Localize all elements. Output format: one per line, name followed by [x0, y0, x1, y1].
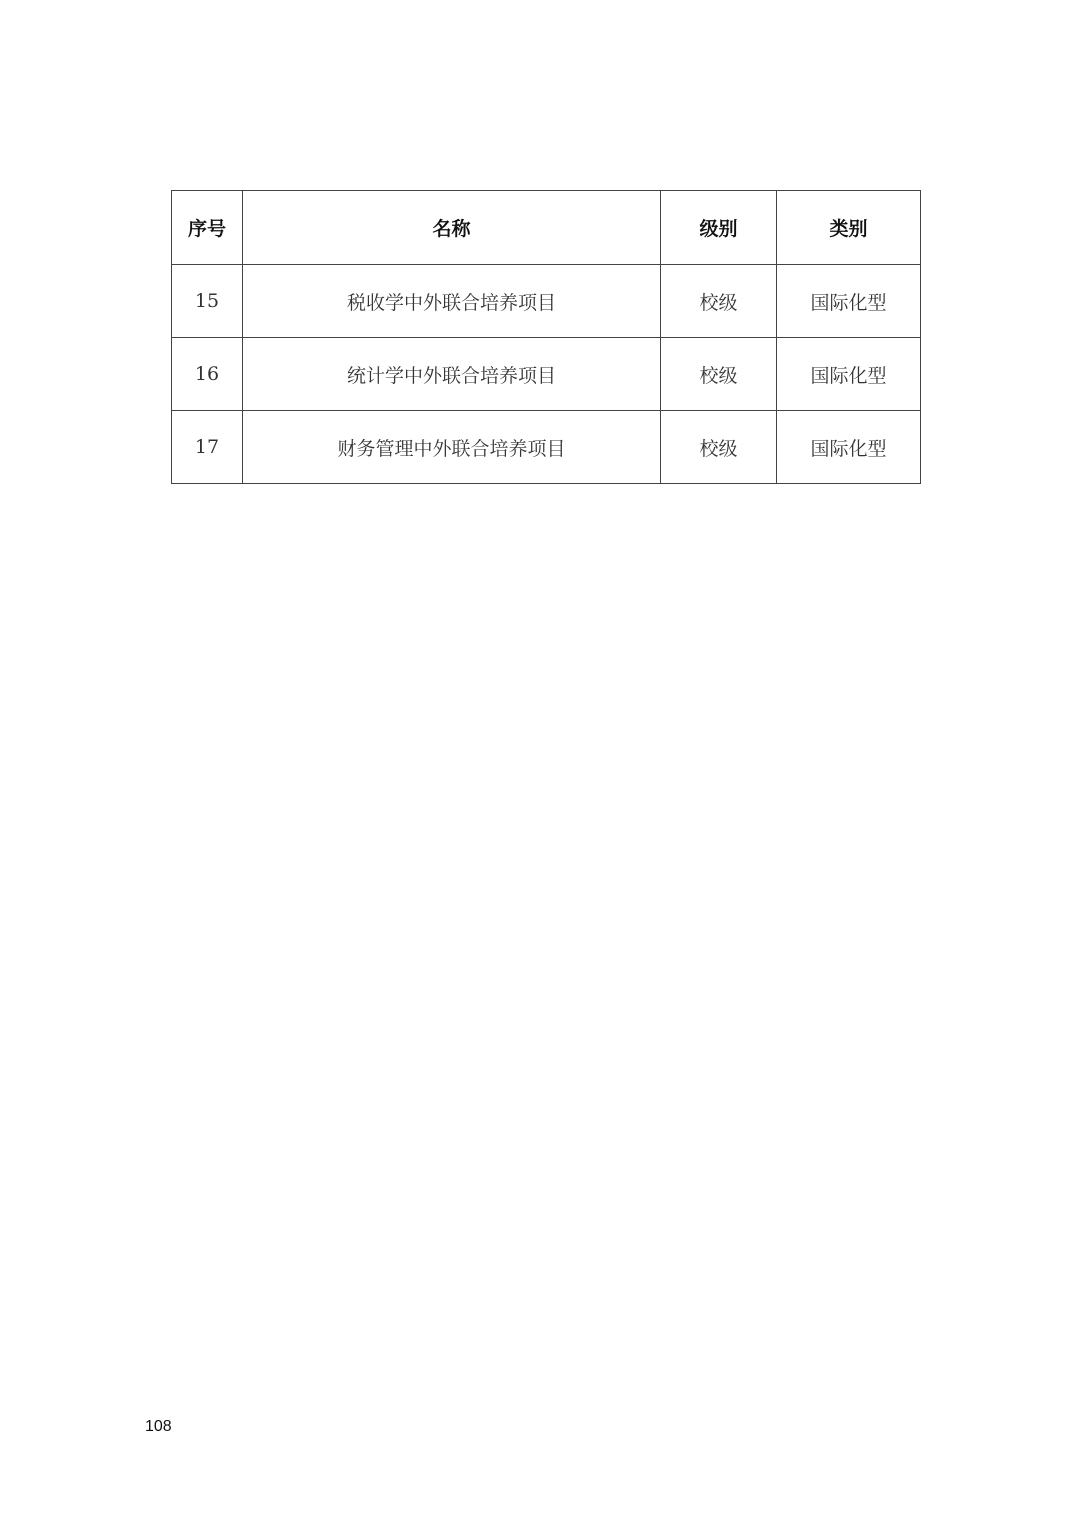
cell-level: 校级 [661, 411, 777, 484]
cell-category: 国际化型 [777, 265, 921, 338]
cell-category: 国际化型 [777, 338, 921, 411]
cell-name: 税收学中外联合培养项目 [243, 265, 661, 338]
cell-name: 统计学中外联合培养项目 [243, 338, 661, 411]
cell-category: 国际化型 [777, 411, 921, 484]
table-row [172, 338, 921, 411]
table-header-row [172, 191, 921, 265]
cell-level: 校级 [661, 265, 777, 338]
cell-index: 16 [172, 338, 243, 411]
header-index: 序号 [172, 191, 243, 265]
project-table [171, 190, 921, 484]
page-number: 108 [145, 1418, 172, 1435]
table-row [172, 265, 921, 338]
header-level: 级别 [661, 191, 777, 265]
header-name: 名称 [243, 191, 661, 265]
cell-index: 15 [172, 265, 243, 338]
cell-level: 校级 [661, 338, 777, 411]
cell-index: 17 [172, 411, 243, 484]
header-category: 类别 [777, 191, 921, 265]
table-row [172, 411, 921, 484]
cell-name: 财务管理中外联合培养项目 [243, 411, 661, 484]
